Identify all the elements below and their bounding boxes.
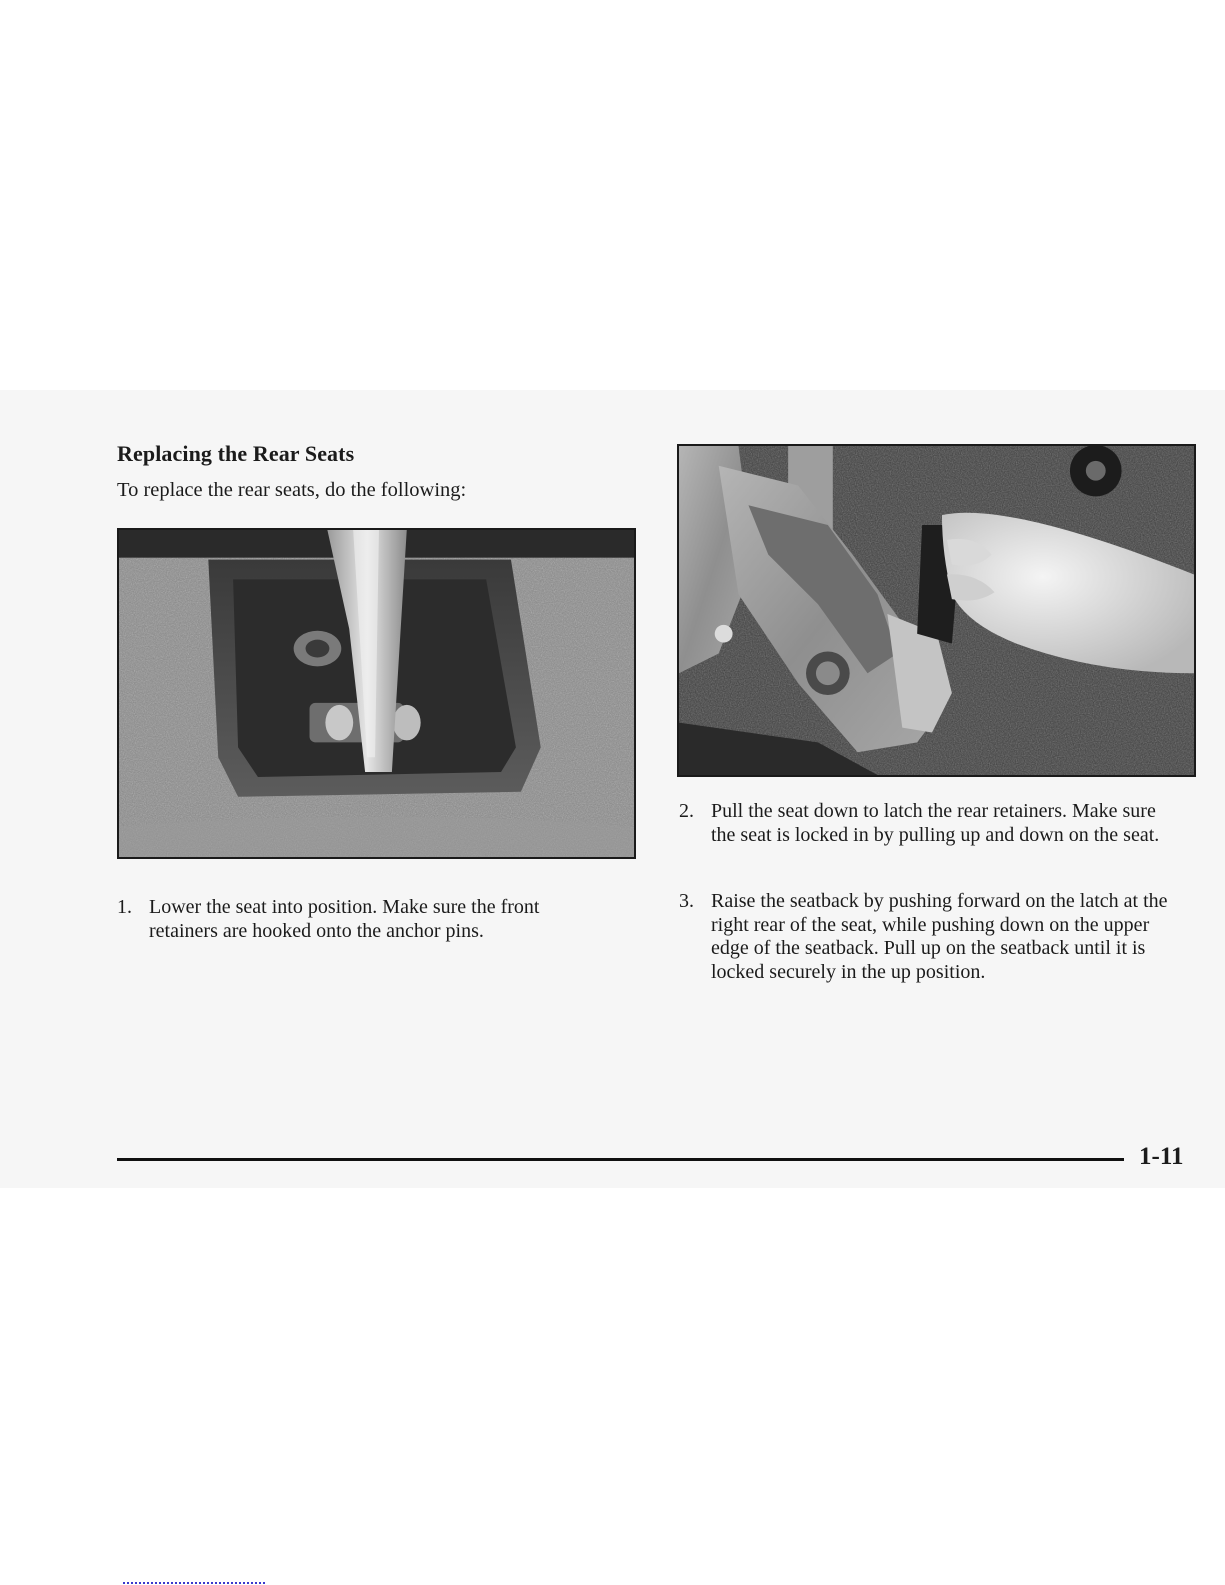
intro-text: To replace the rear seats, do the following: xyxy=(117,479,467,501)
seatback-latch-photo xyxy=(677,444,1196,777)
anchor-pins-photo xyxy=(117,528,636,859)
step-text: Pull the seat down to latch the rear retainers. Make sure the seat is locked in by pulling up and down on the seat. xyxy=(711,800,1160,846)
section-heading: Replacing the Rear Seats xyxy=(117,441,355,466)
step-text: Lower the seat into position. Make sure the front retainers are hooked onto the anchor pins. xyxy=(149,896,540,942)
step-1 xyxy=(117,896,597,943)
step-2 xyxy=(679,800,1184,847)
step-number: 3. xyxy=(679,890,694,912)
page-number: 1-11 xyxy=(1139,1143,1184,1170)
step-number: 1. xyxy=(117,896,132,918)
step-number: 2. xyxy=(679,800,694,822)
step-text: Raise the seatback by pushing forward on the latch at the right rear of the seat, while pushing down on the upper edge of the seatback. Pull up on the seatback until it is locked securely in the up position. xyxy=(711,890,1168,983)
step-3 xyxy=(679,890,1184,984)
selection-marker xyxy=(123,1582,265,1584)
footer-rule xyxy=(117,1158,1124,1161)
